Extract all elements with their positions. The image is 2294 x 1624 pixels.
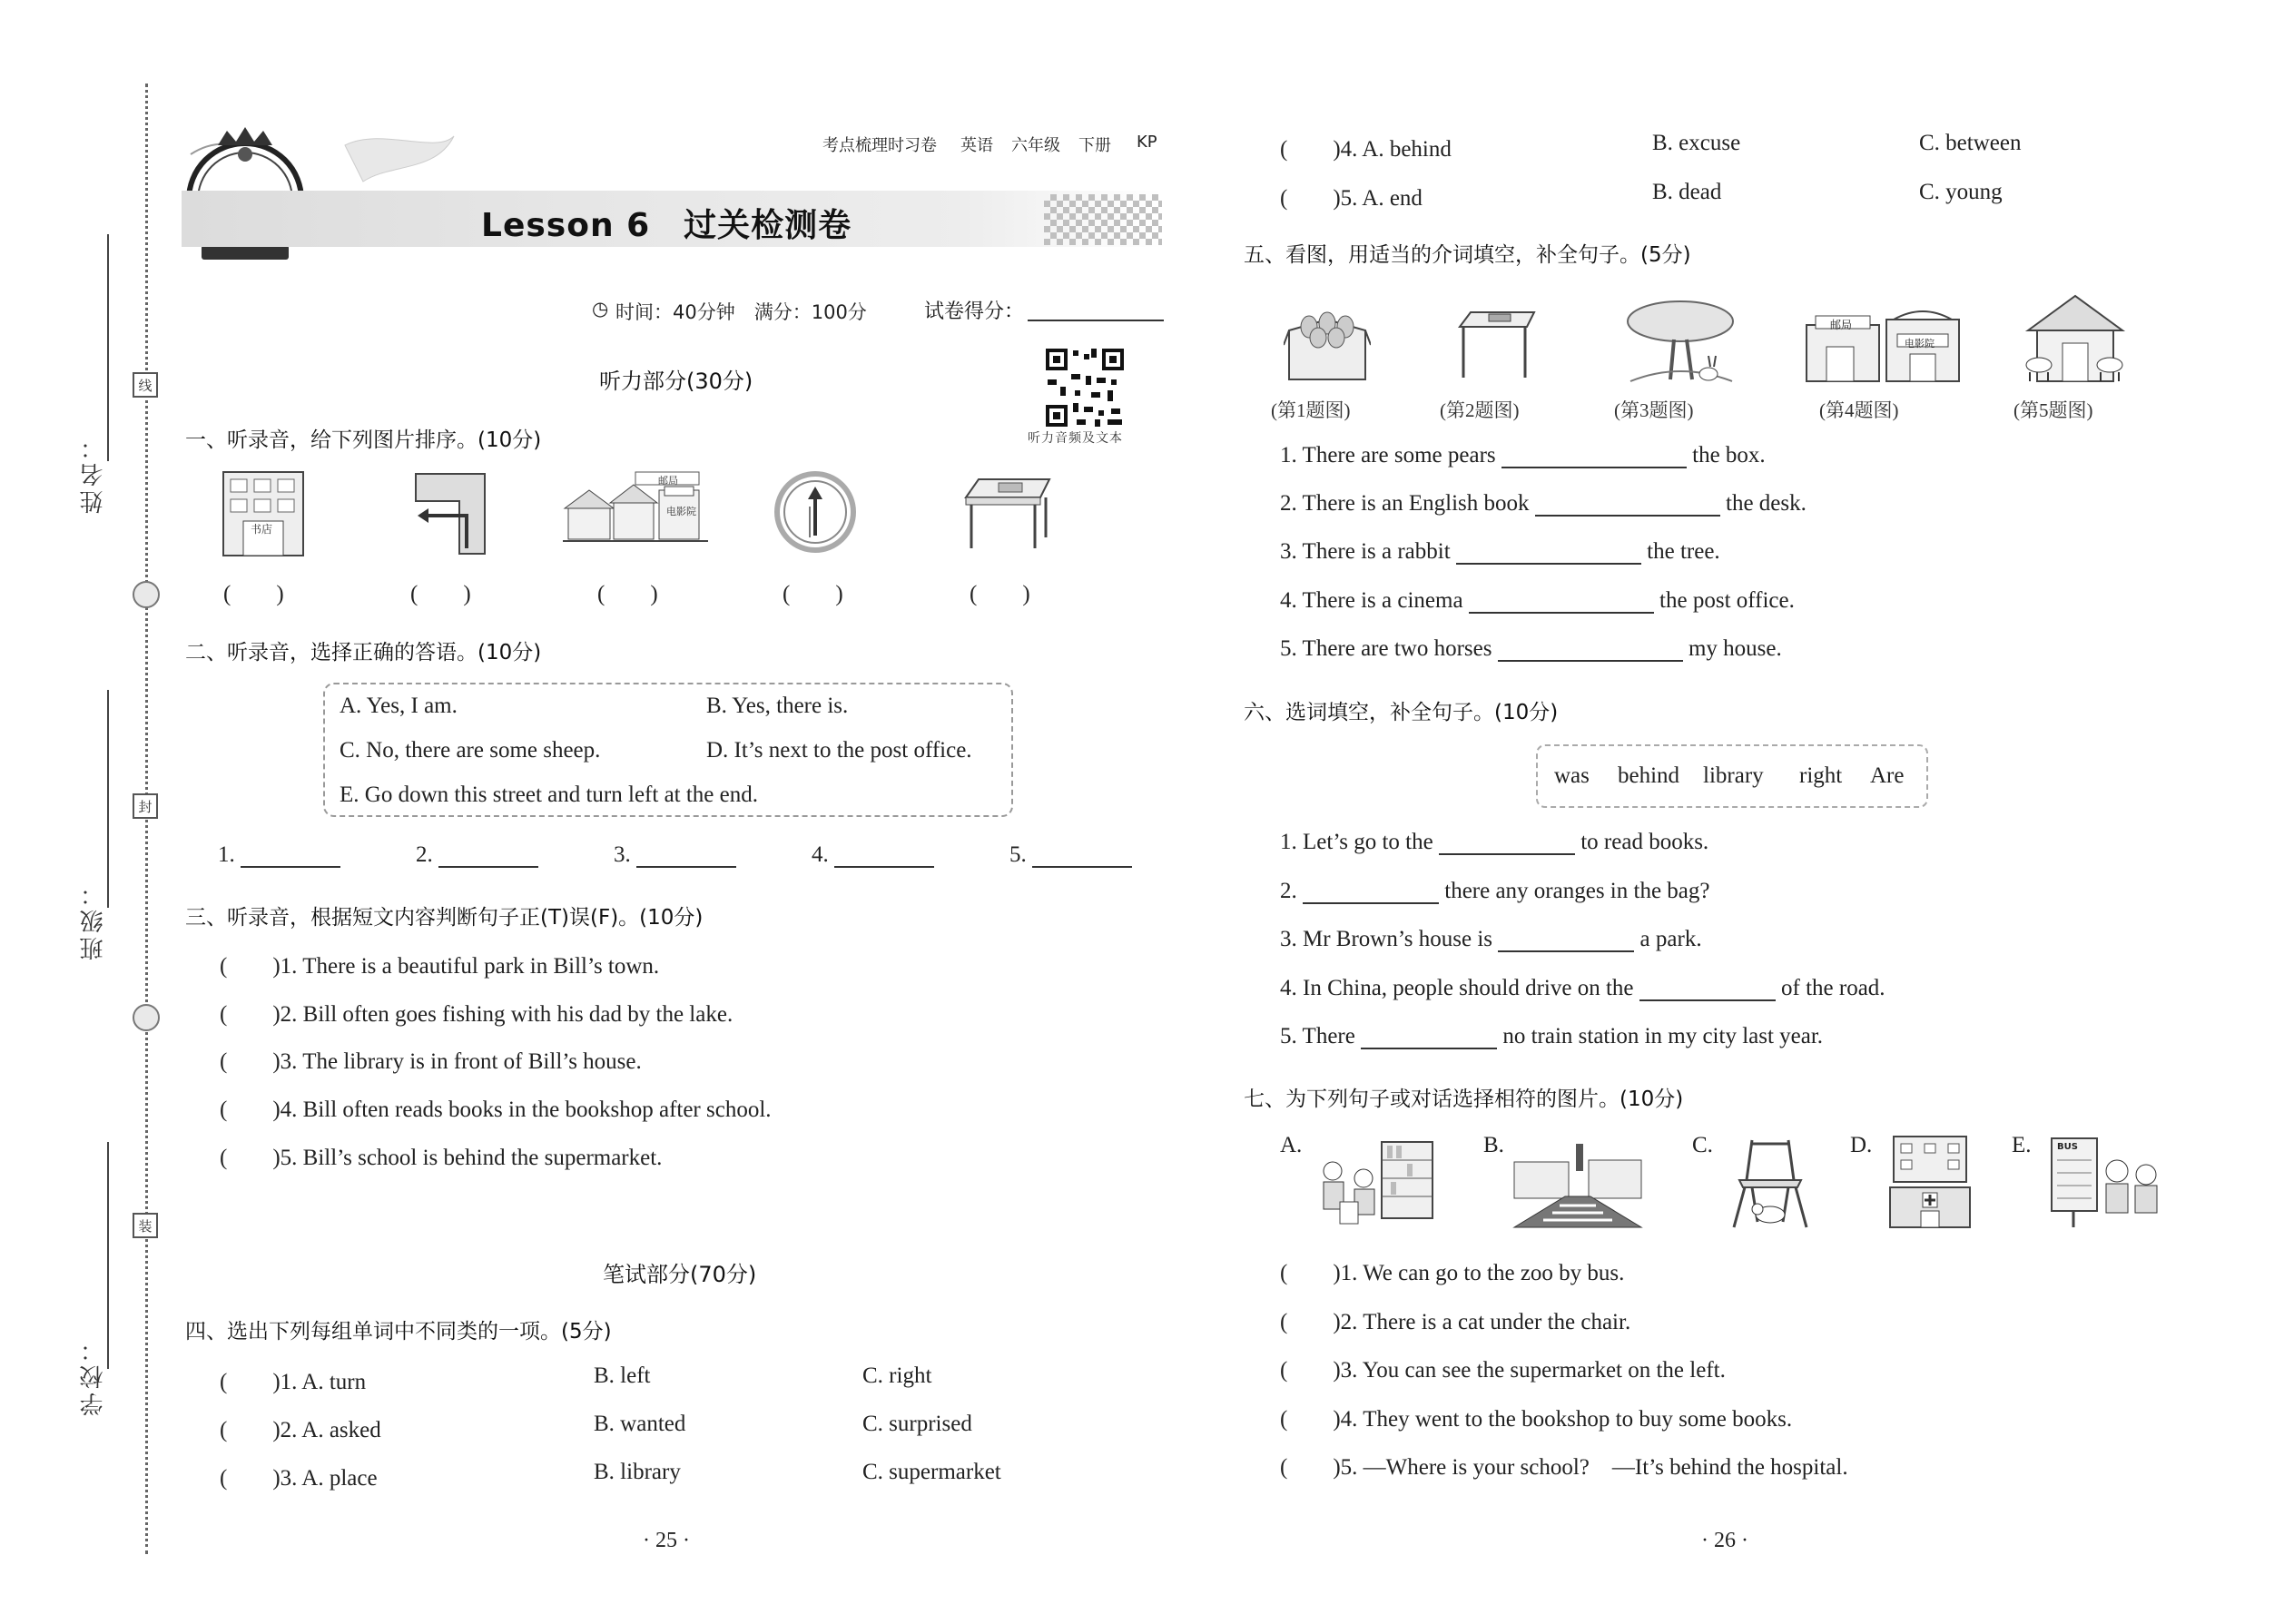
section-7-title: 七、为下列句子或对话选择相符的图片。(10分) xyxy=(1244,1088,1684,1111)
tf-item[interactable]: ( )2. Bill often goes fishing with his dad by the lake. xyxy=(220,1002,733,1027)
tf-item[interactable]: ( )4. Bill often reads books in the bookshop after school. xyxy=(220,1097,772,1122)
option-b: B. dead xyxy=(1652,180,1722,204)
odd-one-out-item[interactable]: ( )3. A. place xyxy=(220,1466,378,1491)
fill-sentence[interactable]: 4. In China, people should drive on the of the road. xyxy=(1280,976,1885,1000)
go-straight-sign-icon xyxy=(773,470,857,554)
option-c: C. supermarket xyxy=(862,1460,1001,1484)
word-bank-item: right xyxy=(1799,763,1843,788)
option-e: E. Go down this street and turn left at the end. xyxy=(340,782,758,807)
match-item[interactable]: ( )2. There is a cat under the chair. xyxy=(1280,1310,1631,1334)
seal-coin-icon xyxy=(133,1004,160,1031)
clock-icon: ◷ xyxy=(592,298,609,320)
cinema-label: 电影院 xyxy=(666,506,696,517)
turn-left-sign-icon xyxy=(412,470,488,557)
section-4-title: 四、选出下列每组单词中不同类的一项。(5分) xyxy=(185,1320,612,1343)
answer-paren[interactable]: ( ) xyxy=(783,582,843,606)
figure-caption: (第4题图) xyxy=(1819,399,1899,421)
seal-bind-mark: 装 xyxy=(133,1213,158,1238)
answer-blank-item[interactable] xyxy=(416,842,538,868)
option-a: A. Yes, I am. xyxy=(340,694,458,718)
children-at-bookshelf-icon xyxy=(1313,1138,1436,1229)
post-office-and-cinema-icon xyxy=(1803,307,1963,383)
option-c: C. young xyxy=(1919,180,2003,204)
seal-seal-mark: 封 xyxy=(133,793,158,819)
seal-coin-icon xyxy=(133,581,160,608)
school-label: 学校： xyxy=(80,1334,107,1416)
picture-letter: D. xyxy=(1850,1133,1873,1157)
edition: KP xyxy=(1137,133,1157,152)
name-line xyxy=(107,234,109,461)
item-number: 5. xyxy=(1009,842,1027,867)
house-with-horses-icon xyxy=(2019,290,2132,385)
cat-under-chair-icon xyxy=(1725,1135,1816,1229)
answer-paren[interactable]: ( ) xyxy=(223,582,284,606)
figure-caption: (第3题图) xyxy=(1614,399,1694,421)
box-with-pears-icon xyxy=(1284,307,1371,385)
fill-sentence[interactable]: 3. Mr Brown’s house is a park. xyxy=(1280,927,1702,951)
series-name: 考点梳理时习卷 xyxy=(822,136,937,155)
bookshop-picture-icon xyxy=(222,470,305,557)
grade: 六年级 xyxy=(1011,136,1060,155)
tree-with-rabbit-icon xyxy=(1621,298,1739,389)
banner-checker xyxy=(1044,194,1162,245)
answer-blank-item[interactable] xyxy=(614,842,736,868)
fill-sentence[interactable]: 5. There are two horses my house. xyxy=(1280,636,1782,661)
match-item[interactable]: ( )1. We can go to the zoo by bus. xyxy=(1280,1261,1625,1285)
tf-item[interactable]: ( )5. Bill’s school is behind the supermarket. xyxy=(220,1146,663,1170)
subject: 英语 xyxy=(960,136,993,155)
option-d: D. It’s next to the post office. xyxy=(706,738,972,763)
fill-sentence[interactable]: 1. Let’s go to the to read books. xyxy=(1280,830,1709,854)
item-number: 3. xyxy=(614,842,631,867)
cinema-label: 电影院 xyxy=(1905,338,1935,349)
qr-code-icon[interactable] xyxy=(1044,347,1126,428)
score-label: 试卷得分： xyxy=(924,300,1025,323)
item-number: 2. xyxy=(416,842,433,867)
answer-paren[interactable]: ( ) xyxy=(597,582,658,606)
section-3-title: 三、听录音，根据短文内容判断句子正(T)误(F)。(10分) xyxy=(185,906,704,930)
fill-sentence[interactable]: 2. there any oranges in the bag? xyxy=(1280,879,1710,903)
name-label: 姓名： xyxy=(80,432,107,514)
post-office-label: 邮局 xyxy=(658,475,678,487)
qr-caption: 听力音频及文本 xyxy=(1028,431,1123,446)
odd-one-out-item[interactable]: ( )5. A. end xyxy=(1280,186,1423,211)
fill-sentence[interactable]: 3. There is a rabbit the tree. xyxy=(1280,539,1720,564)
figure-caption: (第5题图) xyxy=(2013,399,2093,421)
figure-caption: (第2题图) xyxy=(1440,399,1520,421)
section-5-title: 五、看图，用适当的介词填空，补全句子。(5分) xyxy=(1244,243,1691,267)
answer-blank-item[interactable] xyxy=(218,842,340,868)
picture-letter: B. xyxy=(1483,1133,1504,1157)
picture-letter: A. xyxy=(1280,1133,1303,1157)
seal-line-mark: 线 xyxy=(133,372,158,398)
answer-paren[interactable]: ( ) xyxy=(970,582,1030,606)
item-number: 4. xyxy=(812,842,829,867)
volume: 下册 xyxy=(1078,136,1111,155)
odd-one-out-item[interactable]: ( )2. A. asked xyxy=(220,1418,381,1442)
option-b: B. library xyxy=(594,1460,681,1484)
odd-one-out-item[interactable]: ( )1. A. turn xyxy=(220,1370,367,1394)
word-bank-item: library xyxy=(1703,763,1764,788)
word-bank-item: was xyxy=(1554,763,1590,788)
option-b: B. Yes, there is. xyxy=(706,694,849,718)
listening-title: 听力部分(30分) xyxy=(599,369,753,394)
crosswalk-supermarket-icon xyxy=(1511,1142,1645,1229)
option-c: C. No, there are some sheep. xyxy=(340,738,601,763)
fill-sentence[interactable]: 5. There no train station in my city last year. xyxy=(1280,1024,1824,1048)
tf-item[interactable]: ( )3. The library is in front of Bill’s house. xyxy=(220,1049,642,1074)
word-bank-item: behind xyxy=(1618,763,1680,788)
post-office-label: 邮局 xyxy=(1830,319,1853,331)
writing-title: 笔试部分(70分) xyxy=(603,1262,757,1287)
odd-one-out-item[interactable]: ( )4. A. behind xyxy=(1280,137,1452,162)
option-c: C. right xyxy=(862,1363,932,1388)
binding-dotted-line xyxy=(145,84,148,1554)
desk-with-book-icon xyxy=(1456,305,1538,383)
picture-letter: C. xyxy=(1692,1133,1713,1157)
answer-blank-item[interactable] xyxy=(812,842,934,868)
fill-sentence[interactable]: 1. There are some pears the box. xyxy=(1280,443,1766,468)
page-title: Lesson 6 过关检测卷 xyxy=(481,207,852,244)
match-item[interactable]: ( )5. —Where is your school? —It’s behind the hospital. xyxy=(1280,1455,1848,1480)
picture-letter: E. xyxy=(2012,1133,2032,1157)
class-line xyxy=(107,690,109,908)
match-item[interactable]: ( )3. You can see the supermarket on the left. xyxy=(1280,1358,1726,1383)
section-1-title: 一、听录音，给下列图片排序。(10分) xyxy=(185,428,542,452)
option-b: B. excuse xyxy=(1652,131,1741,155)
score-blank xyxy=(1028,320,1164,321)
figure-caption: (第1题图) xyxy=(1271,399,1351,421)
option-b: B. left xyxy=(594,1363,651,1388)
section-2-title: 二、听录音，选择正确的答语。(10分) xyxy=(185,641,542,664)
answer-blank-item[interactable] xyxy=(1009,842,1132,868)
page-number-right: · 26 · xyxy=(1701,1529,1748,1552)
bookshop-label: 书店 xyxy=(251,523,273,536)
time-info: 时间：40分钟 满分：100分 xyxy=(615,301,867,323)
page-number-left: · 25 · xyxy=(643,1529,690,1552)
fill-sentence[interactable]: 4. There is a cinema the post office. xyxy=(1280,588,1795,613)
section-6-title: 六、选词填空，补全句子。(10分) xyxy=(1244,701,1559,724)
match-item[interactable]: ( )4. They went to the bookshop to buy some books. xyxy=(1280,1407,1793,1432)
item-number: 1. xyxy=(218,842,235,867)
option-b: B. wanted xyxy=(594,1412,686,1436)
fill-sentence[interactable]: 2. There is an English book the desk. xyxy=(1280,491,1807,516)
school-and-hospital-icon xyxy=(1888,1133,1972,1231)
bus-sign-label: BUS xyxy=(2057,1142,2078,1152)
answer-paren[interactable]: ( ) xyxy=(410,582,471,606)
option-c: C. between xyxy=(1919,131,2022,155)
desk-picture-icon xyxy=(962,470,1053,552)
word-bank-item: Are xyxy=(1870,763,1905,788)
tf-item[interactable]: ( )1. There is a beautiful park in Bill’s town. xyxy=(220,954,660,979)
class-label: 班级： xyxy=(80,879,107,960)
option-c: C. surprised xyxy=(862,1412,972,1436)
